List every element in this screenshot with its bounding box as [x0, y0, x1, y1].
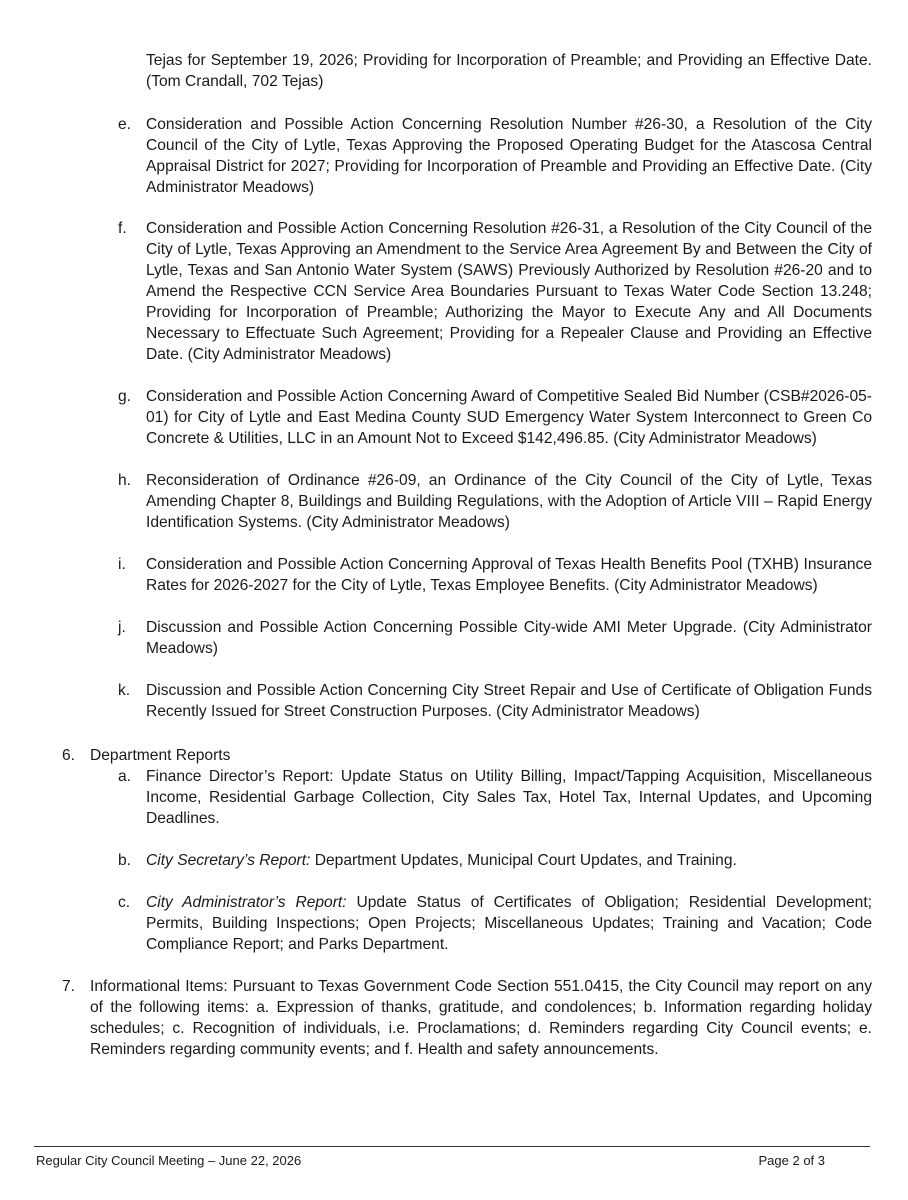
item-f-label: f. — [118, 220, 127, 237]
item-j-label: j. — [118, 619, 126, 636]
item-f-text: Consideration and Possible Action Concerning Resolution #26-31, a Resolution of the City Council of the City of Lytle, Texas Approving an Amendment to the Service Area Agreement By and Between the City of Lytle, Texas and San Antonio Water System (SAWS) Previously Authorized by Resolution #26-20 and to Amend the Respective CCN Service Area Boundaries Pursuant to Texas Water Code Section 13.248; Providing for Incorporation of Preamble; Authorizing the Mayor to Execute Any and All Documents Necessary to Effectuate Such Agreement; Providing for a Repealer Clause and Providing an Effective Date. (City Administrator Meadows) — [146, 220, 872, 363]
report-b-label: b. — [118, 852, 132, 869]
item-g-label: g. — [118, 388, 132, 405]
section-6-number: 6. — [62, 747, 76, 764]
section-7-text: Informational Items: Pursuant to Texas Government Code Section 551.0415, the City Council may report on any of the following items: a. Expression of thanks, gratitude, and condolences; b. Information regarding holiday schedules; c. Recognition of individuals, i.e. Proclamations; d. Reminders regarding City Council events; e. Reminders regarding community events; and f. Health and safety announcements. — [90, 978, 872, 1058]
item-e-label: e. — [118, 116, 132, 133]
item-k-label: k. — [118, 682, 131, 699]
report-a-label: a. — [118, 768, 132, 785]
report-b-body: Department Updates, Municipal Court Updates, and Training. — [310, 852, 737, 869]
report-b-text — [146, 850, 872, 871]
section-6-title: Department Reports — [90, 747, 231, 764]
report-b-lead: City Secretary’s Report: — [146, 852, 311, 869]
item-h-label: h. — [118, 472, 132, 489]
item-i-label: i. — [118, 556, 126, 573]
report-c-body: Update Status of Certificates of Obligation; Residential Development; Permits, Building Inspections; Open Projects; Miscellaneous Updates; Training and Vacation; Code Compliance Report; and Parks Department. — [146, 894, 873, 953]
footer-page-number: Page 2 of 3 — [758, 1153, 825, 1168]
section-7-number: 7. — [62, 978, 76, 995]
report-c-text — [146, 892, 872, 955]
report-c-lead: City Administrator’s Report: — [146, 894, 347, 911]
item-i-text: Consideration and Possible Action Concerning Approval of Texas Health Benefits Pool (TXHB) Insurance Rates for 2026-2027 for the City of Lytle, Texas Employee Benefits. (City Administrator Meadows) — [146, 556, 872, 594]
report-c-label: c. — [118, 894, 131, 911]
footer-rule — [34, 1146, 870, 1147]
item-e-text: Consideration and Possible Action Concerning Resolution Number #26-30, a Resolution of the City Council of the City of Lytle, Texas Approving the Proposed Operating Budget for the Atascosa Central Appraisal District for 2027; Providing for Incorporation of Preamble and Providing an Effective Date. (City Administrator Meadows) — [146, 116, 872, 196]
item-j-text: Discussion and Possible Action Concerning Possible City-wide AMI Meter Upgrade. (City Administrator Meadows) — [146, 619, 872, 657]
item-k-text: Discussion and Possible Action Concerning City Street Repair and Use of Certificate of Obligation Funds Recently Issued for Street Construction Purposes. (City Administrator Meadows) — [146, 682, 872, 720]
continued-item-text: Tejas for September 19, 2026; Providing for Incorporation of Preamble; and Providing an Effective Date. (Tom Crandall, 702 Tejas) — [146, 52, 872, 90]
report-a-text: Finance Director’s Report: Update Status on Utility Billing, Impact/Tapping Acquisition, Miscellaneous Income, Residential Garbage Collection, City Sales Tax, Hotel Tax, Internal Updates, and Upcoming Deadlines. — [146, 768, 872, 827]
item-g-text: Consideration and Possible Action Concerning Award of Competitive Sealed Bid Number (CSB#2026-05-01) for City of Lytle and East Medina County SUD Emergency Water System Interconnect to Green Co Concrete & Utilities, LLC in an Amount Not to Exceed $142,496.85. (City Administrator Meadows) — [146, 388, 872, 447]
footer-meeting-title: Regular City Council Meeting – June 22, 2026 — [36, 1153, 302, 1168]
item-h-text: Reconsideration of Ordinance #26-09, an Ordinance of the City Council of the City of Lytle, Texas Amending Chapter 8, Buildings and Building Regulations, with the Adoption of Article VIII – Rapid Energy Identification Systems. (City Administrator Meadows) — [146, 472, 872, 531]
